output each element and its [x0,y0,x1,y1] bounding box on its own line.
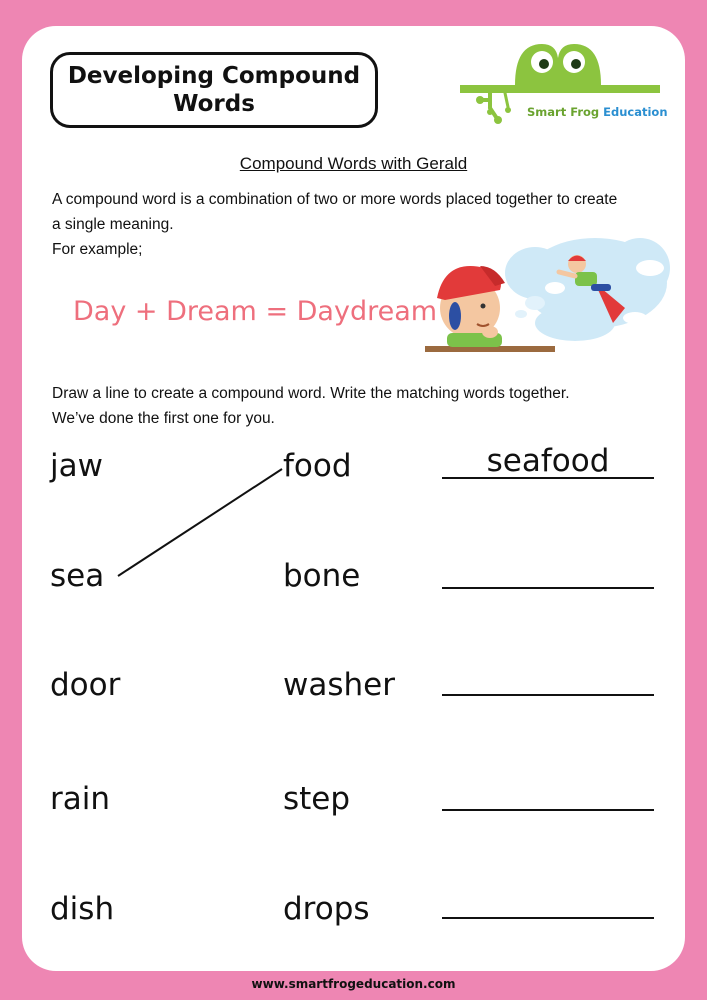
answer-text: seafood [486,443,610,479]
left-word: dish [50,891,115,927]
answer-blank[interactable] [442,694,654,696]
answer-blank[interactable] [442,917,654,919]
intro-line-3: For example; [52,241,143,258]
intro-line-2: a single meaning. [52,216,174,233]
instructions-line-2: We’ve done the first one for you. [52,410,275,427]
example-equation: Day + Dream = Daydream [73,296,438,327]
right-word: food [283,448,352,484]
title-box [50,52,378,128]
right-word: bone [283,558,361,594]
left-word: sea [50,558,105,594]
logo-text [527,105,668,119]
answer-blank[interactable] [442,809,654,811]
section-subtitle: Compound Words with Gerald [239,154,468,173]
left-word: rain [50,781,111,817]
footer-url[interactable]: www.smartfrogeducation.com [251,977,456,991]
right-word: washer [283,667,395,703]
right-word: step [283,781,351,817]
left-word: door [50,667,121,703]
answer-blank[interactable] [442,477,654,479]
logo-text-smart-frog: Smart Frog [527,105,604,119]
page-title: Developing Compound Words [67,63,361,117]
intro-line-1: A compound word is a combination of two or more words placed together to create [52,191,618,208]
right-word: drops [283,891,370,927]
instructions-line-1: Draw a line to create a compound word. Write the matching words together. [52,385,570,402]
boy-daydream-illustration [425,228,675,378]
answer-blank[interactable] [442,587,654,589]
logo-text-education: Education [603,105,668,119]
left-word: jaw [50,448,103,484]
